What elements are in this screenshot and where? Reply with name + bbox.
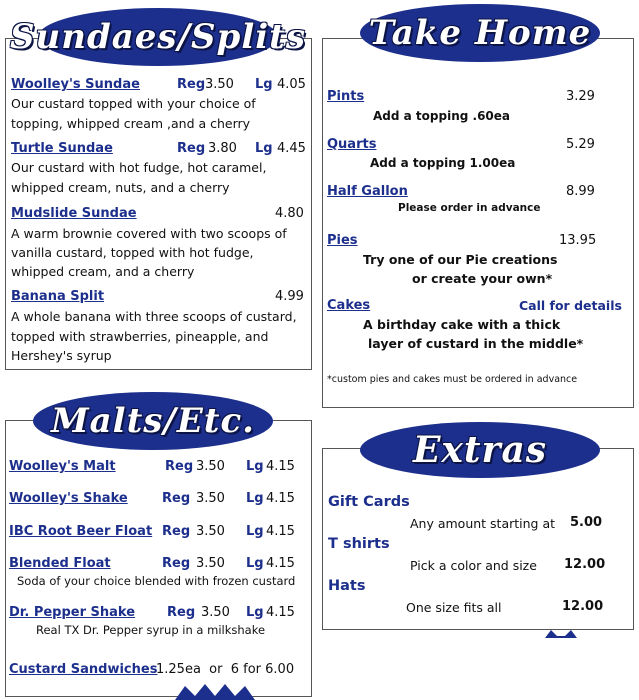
take-home-banner	[360, 4, 600, 62]
malts-banner	[33, 392, 273, 450]
reg-price: 3.50	[205, 77, 234, 92]
reg-label: Reg	[162, 491, 191, 506]
lg-label: Lg	[246, 459, 264, 474]
item-price: Call for details	[519, 298, 622, 313]
item-note: One size fits all	[406, 600, 502, 615]
item-price: 3.29	[566, 89, 595, 104]
menu-item-name: Woolley's Shake	[9, 491, 128, 506]
malts-heading: Malts/Etc.	[50, 401, 255, 441]
item-note: Pick a color and size	[410, 558, 537, 573]
menu-item-name: Custard Sandwiches	[9, 662, 158, 677]
item-note: Add a topping .60ea	[373, 109, 510, 123]
item-note: layer of custard in the middle*	[368, 336, 584, 351]
menu-item-name: Banana Split	[11, 289, 105, 304]
reg-label: Reg	[162, 524, 191, 539]
item-price: 13.95	[559, 233, 597, 248]
crown-decoration-icon	[545, 630, 577, 638]
lg-price: 4.15	[266, 556, 295, 571]
lg-label: Lg	[246, 556, 264, 571]
item-price: 1.25ea or 6 for 6.00	[156, 662, 295, 677]
item-price: 4.80	[275, 206, 304, 221]
item-description: A whole banana with three scoops of custard,	[11, 309, 297, 324]
menu-item-name: Turtle Sundae	[11, 141, 113, 156]
item-note: or create your own*	[412, 271, 553, 286]
item-note: Real TX Dr. Pepper syrup in a milkshake	[36, 623, 266, 637]
item-price: 5.29	[566, 137, 595, 152]
menu-item-name: Cakes	[327, 298, 371, 313]
reg-label: Reg	[165, 459, 194, 474]
reg-price: 3.50	[196, 556, 225, 571]
reg-price: 3.50	[196, 491, 225, 506]
menu-item-name: Dr. Pepper Shake	[9, 605, 136, 620]
item-price: 8.99	[566, 184, 595, 199]
item-note: Any amount starting at	[410, 516, 556, 531]
lg-price: 4.15	[266, 605, 295, 620]
item-note: Try one of our Pie creations	[363, 252, 558, 267]
item-note: Soda of your choice blended with frozen custard	[17, 574, 296, 588]
sundaes-heading: Sundaes/Splits	[10, 17, 306, 57]
lg-label: Lg	[246, 524, 264, 539]
item-description: topped with strawberries, pineapple, and	[11, 329, 269, 344]
menu-item-name: Pints	[327, 89, 365, 104]
item-price: 12.00	[562, 599, 604, 614]
extras-banner	[360, 422, 600, 478]
footnote: *custom pies and cakes must be ordered in advance	[327, 374, 578, 385]
reg-label: Reg	[167, 605, 196, 620]
item-description: vanilla custard, topped with hot fudge,	[11, 245, 254, 260]
item-description: topping, whipped cream ,and a cherry	[11, 116, 251, 131]
lg-price: 4.15	[266, 524, 295, 539]
menu-item-name: Mudslide Sundae	[11, 206, 137, 221]
lg-price: 4.15	[266, 491, 295, 506]
reg-label: Reg	[177, 141, 206, 156]
lg-price: 4.15	[266, 459, 295, 474]
menu-item-name: Blended Float	[9, 556, 111, 571]
item-description: Our custard with hot fudge, hot caramel,	[11, 160, 267, 175]
menu-item-name: Pies	[327, 233, 358, 248]
lg-price: 4.05	[277, 77, 306, 92]
lg-label: Lg	[246, 605, 264, 620]
menu-item-name: Woolley's Malt	[9, 459, 116, 474]
menu-item-name: Half Gallon	[327, 184, 408, 199]
item-price: 12.00	[564, 557, 606, 572]
menu-item-name: Woolley's Sundae	[11, 77, 140, 92]
menu-item-name: Hats	[328, 578, 366, 594]
reg-price: 3.50	[196, 459, 225, 474]
item-price: 4.99	[275, 289, 304, 304]
lg-label: Lg	[255, 141, 273, 156]
crown-decoration-icon	[175, 684, 255, 700]
reg-label: Reg	[162, 556, 191, 571]
item-description: whipped cream, nuts, and a cherry	[11, 180, 230, 195]
item-note: Add a topping 1.00ea	[370, 156, 516, 170]
lg-label: Lg	[255, 77, 273, 92]
sundaes-banner	[10, 8, 306, 66]
menu-item-name: IBC Root Beer Float	[9, 524, 153, 539]
reg-label: Reg	[177, 77, 206, 92]
menu-item-name: T shirts	[328, 536, 390, 552]
item-description: Hershey's syrup	[11, 348, 112, 363]
lg-price: 4.45	[277, 141, 306, 156]
item-note: Please order in advance	[398, 202, 541, 214]
lg-label: Lg	[246, 491, 264, 506]
item-description: Our custard topped with your choice of	[11, 96, 256, 111]
item-description: A warm brownie covered with two scoops of	[11, 226, 287, 241]
item-price: 5.00	[570, 515, 603, 530]
reg-price: 3.50	[196, 524, 225, 539]
reg-price: 3.50	[201, 605, 230, 620]
reg-price: 3.80	[208, 141, 237, 156]
item-note: A birthday cake with a thick	[363, 317, 561, 332]
extras-heading: Extras	[412, 429, 548, 471]
menu-item-name: Gift Cards	[328, 494, 410, 510]
take-home-heading: Take Home	[368, 13, 592, 53]
menu-item-name: Quarts	[327, 137, 377, 152]
item-description: whipped cream, and a cherry	[11, 264, 195, 279]
